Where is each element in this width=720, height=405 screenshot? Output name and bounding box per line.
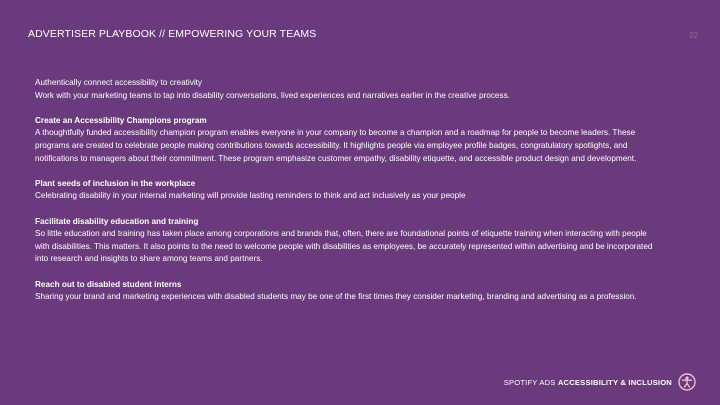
section-heading: Plant seeds of inclusion in the workplace [35, 178, 196, 188]
section-education-training [35, 216, 660, 266]
footer-tagline: ACCESSIBILITY & INCLUSION [557, 377, 672, 387]
section-heading: Create an Accessibility Champions program [35, 115, 207, 125]
accessibility-figure-icon [678, 373, 696, 391]
section-body: Work with your marketing teams to tap into disability conversations, lived experiences and narratives earlier in the creative process. [35, 90, 510, 100]
section-body: A thoughtfully funded accessibility champion program enables everyone in your company to become a champion and a roadmap for people to become leaders. These programs are created to celebrate people making contributions towards accessibility. It highlights people via employee profile badges, congratulatory spotlights, and notifications to managers about their commitment. These program emphasize customer empathy, disability etiquette, and accessible product design and development. [35, 128, 637, 163]
page-title: ADVERTISER PLAYBOOK // EMPOWERING YOUR TEAMS [28, 28, 317, 40]
section-heading: Authentically connect accessibility to creativity [35, 78, 203, 87]
section-body: Sharing your brand and marketing experiences with disabled students may be one of the first times they consider marketing, branding and advertising as a profession. [35, 292, 637, 302]
section-body: Celebrating disability in your internal marketing will provide lasting reminders to think and act inclusively as your people [35, 191, 466, 201]
section-body: So little education and training has taken place among corporations and brands that, often, there are foundational points of etiquette training when interacting with people with disabilities. This matters. It also points to the need to welcome people with disabilities as employees, be accurately represented within advertising and be incorporated into research and insights to share among teams and partners. [35, 229, 653, 264]
footer-brand: SPOTIFY ADS [503, 377, 556, 387]
footer-label [504, 378, 672, 387]
content-body [35, 77, 660, 316]
section-champions-program [35, 115, 660, 165]
page-number: 22 [689, 31, 698, 40]
section-connect-creativity [35, 77, 660, 102]
section-student-interns [35, 279, 660, 304]
section-heading: Facilitate disability education and training [35, 216, 199, 226]
section-heading: Reach out to disabled student interns [35, 279, 182, 289]
footer [504, 373, 696, 391]
section-seeds-of-inclusion [35, 178, 660, 203]
